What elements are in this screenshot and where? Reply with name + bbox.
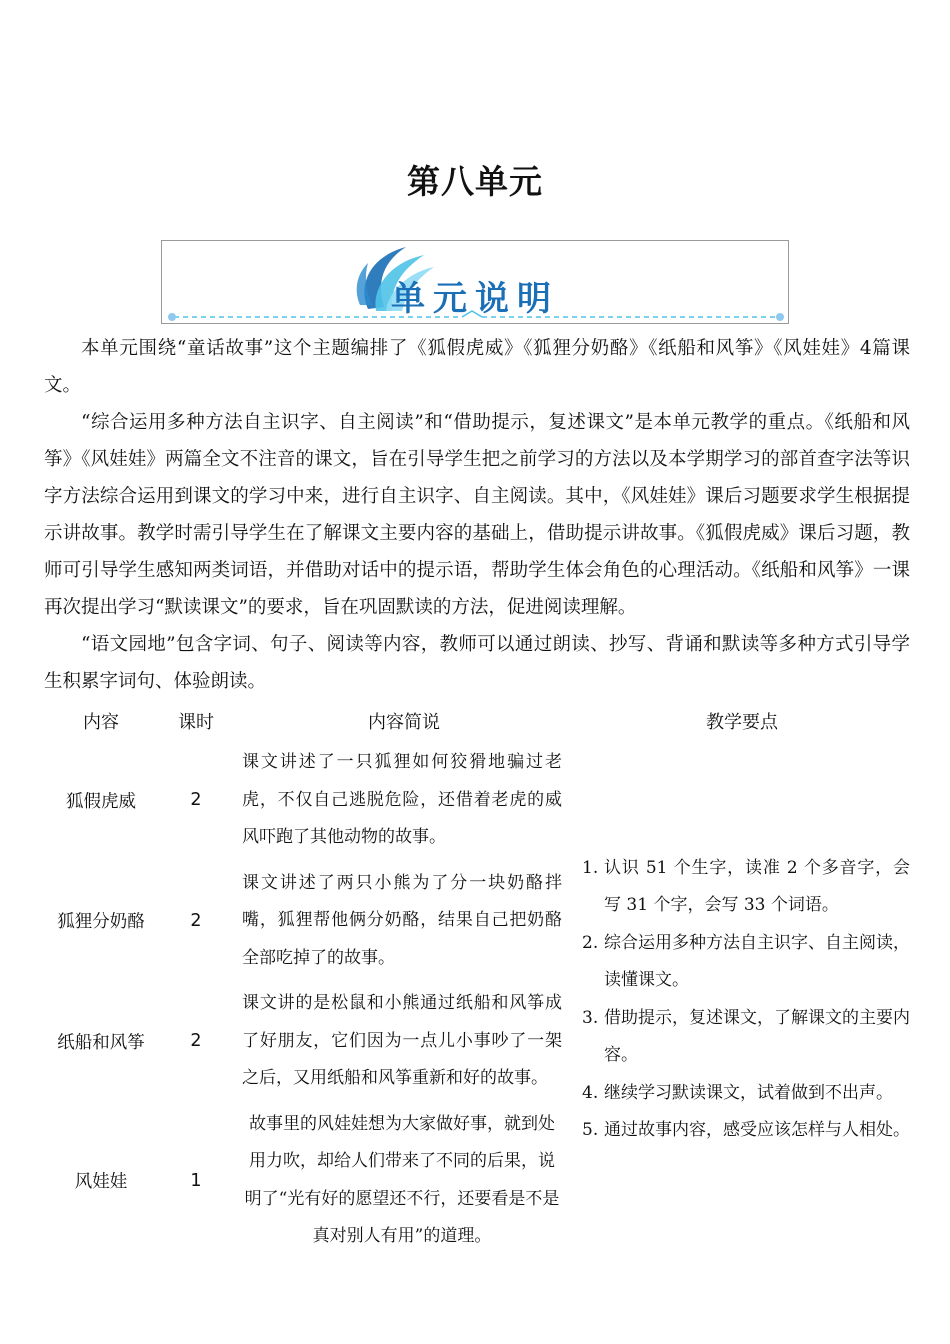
lesson-summary: 课文讲述了一只狐狸如何狡猾地骗过老虎，不仅自己逃脱危险，还借着老虎的威风吓跑了其他动物的故事。 [242,752,562,847]
list-item [582,1000,910,1075]
key-points-cell [574,740,910,1260]
banner-label: 单元说明 [391,279,559,319]
item-number: 4. [582,1082,599,1103]
list-item [582,925,910,1000]
list-item [582,1112,910,1150]
table-header-row [44,702,910,740]
header-hours: 课时 [178,712,214,733]
list-item [582,850,910,925]
lesson-hours: 2 [190,790,202,811]
item-text: 认识 51 个生字，读准 2 个多音字，会写 31 个字，会写 33 个词语。 [604,857,910,916]
lesson-summary: 课文讲述了两只小熊为了分一块奶酪拌嘴，狐狸帮他俩分奶酪，结果自己把奶酪全部吃掉了的故事。 [242,872,562,968]
lesson-name: 风娃娃 [74,1172,128,1192]
item-text: 通过故事内容，感受应该怎样与人相处。 [604,1120,910,1141]
item-number: 1. [582,857,599,878]
item-text: 借助提示，复述课文，了解课文的主要内容。 [604,1007,910,1066]
key-points-list [582,850,910,1150]
intro-paragraph-1: 本单元围绕“童话故事”这个主题编排了《狐假虎威》《狐狸分奶酪》《纸船和风筝》《风娃娃》4篇课文。 [44,338,910,396]
unit-title: 第八单元 [407,162,543,201]
intro-paragraph-2: “综合运用多种方法自主识字、自主阅读”和“借助提示，复述课文”是本单元教学的重点。《纸船和风筝》《风娃娃》两篇全文不注音的课文，旨在引导学生把之前学习的方法以及本学期学习的部首查字法等识字方法综合运用到课文的学习中来，进行自主识字、自主阅读。其中，《风娃娃》课后习题要求学生根据提示讲故事。教学时需引导学生在了解课文主要内容的基础上，借助提示讲故事。《狐假虎威》课后习题，教师可引导学生感知两类词语，并借助对话中的提示语，帮助学生体会角色的心理活动。《纸船和风筝》一课再次提出学习“默读课文”的要求，旨在巩固默读的方法，促进阅读理解。 [44,412,910,618]
lesson-summary: 故事里的风娃娃想为大家做好事，就到处用力吹，却给人们带来了不同的后果，说明了“光有好的愿望还不行，还要看是不是真对别人有用”的道理。 [244,1113,560,1246]
lesson-hours: 2 [190,1031,202,1052]
header-key-points: 教学要点 [706,712,778,733]
lesson-name: 纸船和风筝 [57,1032,145,1053]
item-text: 继续学习默读课文，试着做到不出声。 [604,1082,893,1103]
lesson-summary: 课文讲的是松鼠和小熊通过纸船和风筝成了好朋友，它们因为一点儿小事吵了一架之后，又用纸船和风筝重新和好的故事。 [242,993,562,1088]
intro-paragraph-3: “语文园地”包含字词、句子、阅读等内容，教师可以通过朗读、抄写、背诵和默读等多种方式引导学生积累字词句、体验朗读。 [44,634,910,692]
lesson-hours: 2 [190,910,202,931]
unit-description-banner [161,240,789,324]
table-row [44,740,910,861]
lesson-table [44,702,910,1260]
lesson-name: 狐假虎威 [66,791,136,812]
item-number: 3. [582,1007,599,1028]
item-text: 综合运用多种方法自主识字、自主阅读，读懂课文。 [604,932,910,991]
item-number: 5. [582,1120,599,1141]
item-number: 2. [582,932,599,953]
list-item [582,1075,910,1113]
header-content: 内容 [83,712,119,733]
lesson-name: 狐狸分奶酪 [57,912,145,933]
header-summary: 内容简说 [368,712,440,733]
lesson-hours: 1 [190,1170,202,1191]
